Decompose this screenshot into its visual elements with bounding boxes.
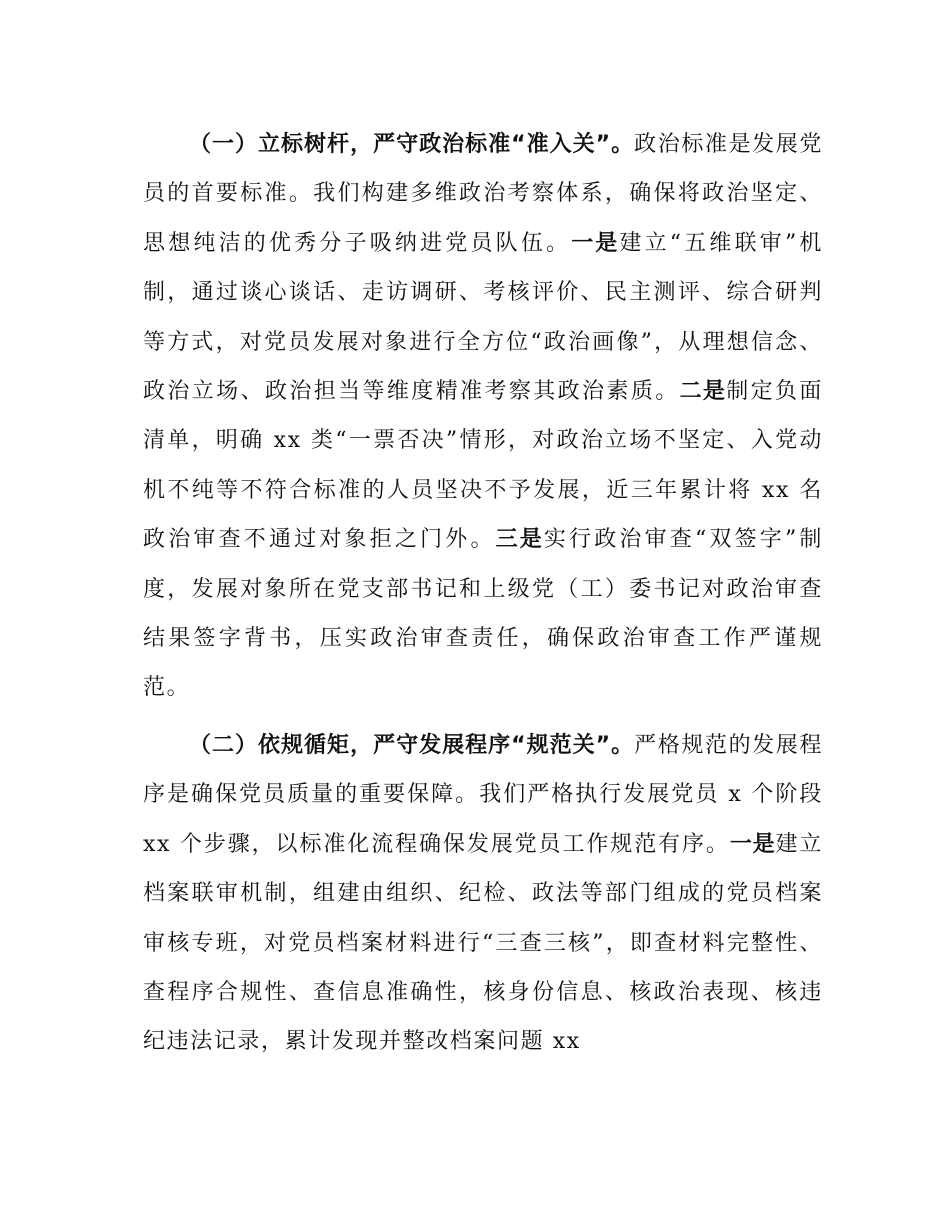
document-body [143, 120, 823, 1067]
item-text: 建立“五维联审”机制，通过谈心谈话、走访调研、考核评价、民主测评、综合研判等方式，对党员发展对象进行全方位“政治画像”，从理想信念、政治立场、政治担当等维度精准考察其政治素质。 [143, 230, 823, 405]
paragraph-political-standard [143, 120, 823, 713]
paragraph-procedure-standard [143, 721, 823, 1067]
section-heading-2: （二）依规循矩，严守发展程序“规范关”。 [189, 732, 635, 758]
paragraph-intro: 严格规范的发展程序是确保党员质量的重要保障。我们严格执行发展党员 x 个阶段 xx 个步骤，以标准化流程确保发展党员工作规范有序。 [143, 732, 823, 857]
item-text: 建立档案联审机制，组建由组织、纪检、政法等部门组成的党员档案审核专班，对党员档案材料进行“三查三核”，即查材料完整性、查程序合规性、查信息准确性，核身份信息、核政治表现、核违纪违法记录，累计发现并整改档案问题 xx [143, 831, 823, 1055]
item-text: 实行政治审查“双签字”制度，发展对象所在党支部书记和上级党（工）委书记对政治审查结果签字背书，压实政治审查责任，确保政治审查工作严谨规范。 [143, 527, 823, 701]
item-lead: 二是 [679, 379, 727, 405]
item-lead: 一是 [571, 230, 620, 256]
item-text: 制定负面清单，明确 xx 类“一票否决”情形，对政治立场不坚定、入党动机不纯等不符合标准的人员坚决不予发展，近三年累计将 xx 名政治审查不通过对象拒之门外。 [143, 379, 823, 553]
item-lead: 三是 [495, 527, 544, 553]
item-lead: 一是 [729, 831, 776, 857]
paragraph-intro: 政治标准是发展党员的首要标准。我们构建多维政治考察体系，确保将政治坚定、思想纯洁的优秀分子吸纳进党员队伍。 [143, 132, 823, 256]
section-heading-1: （一）立标树杆，严守政治标准“准入关”。 [189, 132, 635, 157]
